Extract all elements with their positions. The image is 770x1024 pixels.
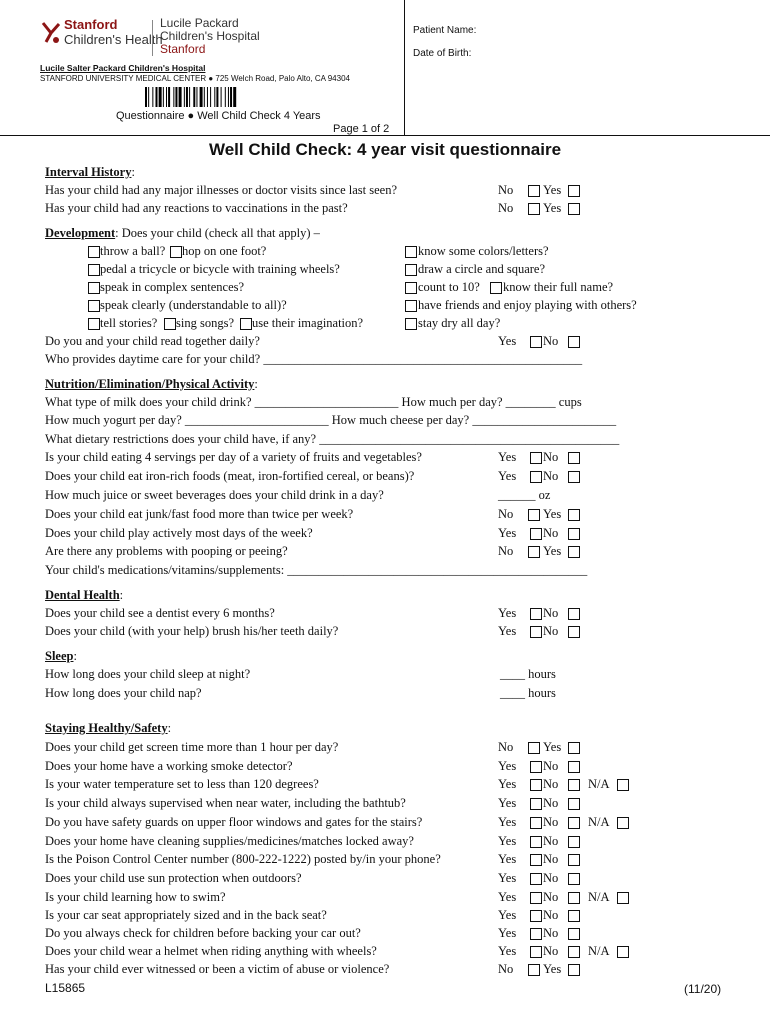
- dev-friends-label: have friends and enjoy playing with others?: [418, 298, 637, 312]
- juice-oz-field: ______ oz: [498, 488, 551, 502]
- dev-friends-checkbox[interactable]: [405, 300, 417, 312]
- interval-heading-wrap: Interval History:: [45, 165, 135, 179]
- barcode-bar: [230, 87, 232, 107]
- patient-name-label: Patient Name:: [413, 25, 477, 36]
- dev-dry-checkbox[interactable]: [405, 318, 417, 330]
- fruits-no-label: No: [543, 450, 559, 464]
- barcode-bar: [214, 87, 215, 107]
- q-swim: Is your child learning how to swim?: [45, 890, 226, 904]
- guards-yes-label: Yes: [498, 815, 517, 829]
- barcode-bar: [168, 87, 170, 107]
- barcode-bar: [193, 87, 195, 107]
- q-screen: Does your child get screen time more than 1 hour per day?: [45, 740, 339, 754]
- junk-food-yes-label: Yes: [543, 507, 562, 521]
- backing-no-checkbox[interactable]: [568, 928, 580, 940]
- dob-label: Date of Birth:: [413, 48, 472, 59]
- dev-colors-label: know some colors/letters?: [418, 244, 549, 258]
- helmet-no-checkbox[interactable]: [568, 946, 580, 958]
- form-code: L15865: [45, 981, 86, 995]
- barcode-bar: [179, 87, 182, 107]
- q-guards: Do you have safety guards on upper floor windows and gates for the stairs?: [45, 815, 423, 829]
- dev-songs-checkbox[interactable]: [164, 318, 176, 330]
- cleaning-yes-checkbox[interactable]: [530, 836, 542, 848]
- abuse-yes-checkbox[interactable]: [568, 964, 580, 976]
- q-diet: What dietary restrictions does your child have, if any? ________________________________________________: [45, 432, 620, 446]
- dev-colors-checkbox[interactable]: [405, 246, 417, 258]
- brush-no-checkbox[interactable]: [568, 626, 580, 638]
- brush-yes-label: Yes: [498, 624, 517, 638]
- q-fruits: Is your child eating 4 servings per day of a variety of fruits and vegetables?: [45, 450, 422, 464]
- carseat-no-checkbox[interactable]: [568, 910, 580, 922]
- q-read-together: Do you and your child read together daily?: [45, 334, 260, 348]
- q-pooping: Are there any problems with pooping or peeing?: [45, 544, 288, 558]
- dev-hop-label: hop on one foot?: [182, 244, 267, 258]
- barcode-bar: [204, 87, 205, 107]
- backing-no-label: No: [543, 926, 559, 940]
- water-temp-no-checkbox[interactable]: [568, 779, 580, 791]
- backing-yes-checkbox[interactable]: [530, 928, 542, 940]
- abuse-no-label: No: [498, 962, 514, 976]
- dev-dry-label: stay dry all day?: [418, 316, 501, 330]
- illnesses-yes-checkbox[interactable]: [568, 185, 580, 197]
- barcode-bar: [152, 87, 153, 107]
- vaccine-reactions-no-label: No: [498, 201, 514, 215]
- dentist-no-checkbox[interactable]: [568, 608, 580, 620]
- fruits-yes-checkbox[interactable]: [530, 452, 542, 464]
- carseat-yes-checkbox[interactable]: [530, 910, 542, 922]
- barcode-bar: [216, 87, 218, 107]
- barcode-bar: [189, 87, 190, 107]
- development-heading-wrap: Development: Does your child (check all that apply) –: [45, 226, 320, 240]
- q-nap: How long does your child nap?: [45, 686, 202, 700]
- q-yogurt-cheese: How much yogurt per day? _______________________ How much cheese per day? _______________________: [45, 413, 617, 427]
- dev-draw-label: draw a circle and square?: [418, 262, 546, 276]
- helmet-yes-label: Yes: [498, 944, 517, 958]
- hospital-name: Lucile Salter Packard Children's Hospital: [40, 63, 206, 73]
- barcode-bar: [163, 87, 164, 107]
- dev-ball-label: throw a ball?: [100, 244, 166, 258]
- supervised-yes-checkbox[interactable]: [530, 798, 542, 810]
- supervised-no-label: No: [543, 796, 559, 810]
- q-poison: Is the Poison Control Center number (800-222-1222) posted by/in your phone?: [45, 852, 441, 866]
- q-iron: Does your child eat iron-rich foods (meat, iron-fortified cereal, or beans)?: [45, 469, 415, 483]
- q-helmet: Does your child wear a helmet when riding anything with wheels?: [45, 944, 377, 958]
- dentist-yes-checkbox[interactable]: [530, 608, 542, 620]
- q-sleep-night: How long does your child sleep at night?: [45, 667, 251, 681]
- q-junk-food: Does your child eat junk/fast food more than twice per week?: [45, 507, 354, 521]
- active-yes-label: Yes: [498, 526, 517, 540]
- pooping-no-checkbox[interactable]: [528, 546, 540, 558]
- cleaning-no-label: No: [543, 834, 559, 848]
- dev-pedal-label: pedal a tricycle or bicycle with training wheels?: [100, 262, 340, 276]
- revision-date: (11/20): [684, 982, 722, 996]
- cleaning-yes-label: Yes: [498, 834, 517, 848]
- barcode-bar: [221, 87, 222, 107]
- carseat-no-label: No: [543, 908, 559, 922]
- smoke-yes-checkbox[interactable]: [530, 761, 542, 773]
- q-smoke: Does your home have a working smoke detector?: [45, 759, 293, 773]
- iron-no-checkbox[interactable]: [568, 471, 580, 483]
- smoke-no-label: No: [543, 759, 559, 773]
- barcode-bar: [156, 87, 158, 107]
- sun-yes-label: Yes: [498, 871, 517, 885]
- helmet-yes-checkbox[interactable]: [530, 946, 542, 958]
- pooping-no-label: No: [498, 544, 514, 558]
- q-daytime-care: Who provides daytime care for your child? ___________________________________________________: [45, 352, 583, 366]
- safety-heading-wrap: Staying Healthy/Safety:: [45, 721, 172, 735]
- dev-stories-label: tell stories?: [100, 316, 158, 330]
- dev-count-checkbox[interactable]: [405, 282, 417, 294]
- smoke-no-checkbox[interactable]: [568, 761, 580, 773]
- swim-yes-label: Yes: [498, 890, 517, 904]
- page-title: Well Child Check: 4 year visit questionnaire: [208, 140, 562, 159]
- stanford-childrens-logo: [40, 20, 62, 51]
- barcode-bar: [210, 87, 211, 107]
- dev-hop-checkbox[interactable]: [170, 246, 182, 258]
- brush-no-label: No: [543, 624, 559, 638]
- sleep-night-hours: ____ hours: [500, 667, 556, 681]
- dev-fullname-checkbox[interactable]: [490, 282, 502, 294]
- illnesses-yes-label: Yes: [543, 183, 562, 197]
- dev-stories-checkbox[interactable]: [88, 318, 100, 330]
- poison-no-checkbox[interactable]: [568, 854, 580, 866]
- active-no-checkbox[interactable]: [568, 528, 580, 540]
- q-illnesses: Has your child had any major illnesses or doctor visits since last seen?: [45, 183, 398, 197]
- brush-yes-checkbox[interactable]: [530, 626, 542, 638]
- illnesses-no-label: No: [498, 183, 514, 197]
- active-no-label: No: [543, 526, 559, 540]
- sun-no-checkbox[interactable]: [568, 873, 580, 885]
- sun-yes-checkbox[interactable]: [530, 873, 542, 885]
- logo-lpch-line3: Stanford: [160, 42, 206, 56]
- water-temp-na-checkbox[interactable]: [617, 779, 629, 791]
- barcode-bar: [207, 87, 208, 107]
- q-water-temp: Is your water temperature set to less than 120 degrees?: [45, 777, 319, 791]
- development-intro: Does your child (check all that apply) –: [121, 226, 320, 240]
- water-temp-yes-checkbox[interactable]: [530, 779, 542, 791]
- dev-ball-checkbox[interactable]: [88, 246, 100, 258]
- dentist-yes-label: Yes: [498, 606, 517, 620]
- pooping-yes-label: Yes: [543, 544, 562, 558]
- barcode-bar: [159, 87, 162, 107]
- q-juice: How much juice or sweet beverages does your child drink in a day?: [45, 488, 384, 502]
- dev-draw-checkbox[interactable]: [405, 264, 417, 276]
- fruits-no-checkbox[interactable]: [568, 452, 580, 464]
- barcode-bar: [148, 87, 149, 107]
- barcode-bar: [145, 87, 147, 107]
- read-together-yes-label: Yes: [498, 334, 517, 348]
- iron-no-label: No: [543, 469, 559, 483]
- nap-hours: ____ hours: [500, 686, 556, 700]
- swim-yes-checkbox[interactable]: [530, 892, 542, 904]
- abuse-yes-label: Yes: [543, 962, 562, 976]
- abuse-no-checkbox[interactable]: [528, 964, 540, 976]
- barcode-bar: [186, 87, 188, 107]
- screen-yes-checkbox[interactable]: [568, 742, 580, 754]
- q-supervised: Is your child always supervised when near water, including the bathtub?: [45, 796, 406, 810]
- logo-lpch-line2: Children's Hospital: [160, 29, 260, 43]
- dev-sentences-checkbox[interactable]: [88, 282, 100, 294]
- hospital-address: STANFORD UNIVERSITY MEDICAL CENTER ● 725 Welch Road, Palo Alto, CA 94304: [40, 74, 350, 83]
- dev-count-label: count to 10?: [418, 280, 480, 294]
- dentist-no-label: No: [543, 606, 559, 620]
- dev-imagination-checkbox[interactable]: [240, 318, 252, 330]
- barcode-bar: [200, 87, 203, 107]
- dental-heading: Dental Health: [45, 588, 120, 602]
- fruits-yes-label: Yes: [498, 450, 517, 464]
- read-together-no-checkbox[interactable]: [568, 336, 580, 348]
- active-yes-checkbox[interactable]: [530, 528, 542, 540]
- iron-yes-checkbox[interactable]: [530, 471, 542, 483]
- screen-yes-label: Yes: [543, 740, 562, 754]
- barcode-bar: [225, 87, 226, 107]
- q-vaccine-reactions: Has your child had any reactions to vaccinations in the past?: [45, 201, 348, 215]
- barcode-bar: [233, 87, 236, 107]
- dev-clearly-label: speak clearly (understandable to all)?: [100, 298, 287, 312]
- q-carseat: Is your car seat appropriately sized and in the back seat?: [45, 908, 327, 922]
- iron-yes-label: Yes: [498, 469, 517, 483]
- poison-yes-label: Yes: [498, 852, 517, 866]
- illnesses-no-checkbox[interactable]: [528, 185, 540, 197]
- dev-fullname-label: know their full name?: [503, 280, 614, 294]
- form-label: Questionnaire ● Well Child Check 4 Years: [116, 110, 321, 122]
- water-temp-no-label: No: [543, 777, 559, 791]
- screen-no-label: No: [498, 740, 514, 754]
- junk-food-yes-checkbox[interactable]: [568, 509, 580, 521]
- read-together-no-label: No: [543, 334, 559, 348]
- logo-lpch-line1: Lucile Packard: [160, 16, 239, 30]
- q-abuse: Has your child ever witnessed or been a victim of abuse or violence?: [45, 962, 390, 976]
- guards-yes-checkbox[interactable]: [530, 817, 542, 829]
- header-divider: [404, 0, 405, 135]
- carseat-yes-label: Yes: [498, 908, 517, 922]
- helmet-na-checkbox[interactable]: [617, 946, 629, 958]
- q-brush: Does your child (with your help) brush his/her teeth daily?: [45, 624, 339, 638]
- q-cleaning: Does your home have cleaning supplies/medicines/matches locked away?: [45, 834, 414, 848]
- stanford-tree-icon: [40, 20, 62, 46]
- logo-childrens-health-text: Children's Health: [64, 32, 163, 47]
- helmet-no-label: No: [543, 944, 559, 958]
- swim-no-label: No: [543, 890, 559, 904]
- helmet-na-label: N/A: [588, 944, 610, 958]
- q-dentist: Does your child see a dentist every 6 months?: [45, 606, 275, 620]
- barcode-bar: [228, 87, 229, 107]
- dev-songs-label: sing songs?: [176, 316, 234, 330]
- nutrition-heading-wrap: Nutrition/Elimination/Physical Activity:: [45, 377, 258, 391]
- barcode: [145, 87, 295, 112]
- vaccine-reactions-no-checkbox[interactable]: [528, 203, 540, 215]
- supervised-yes-label: Yes: [498, 796, 517, 810]
- guards-no-checkbox[interactable]: [568, 817, 580, 829]
- q-medications: Your child's medications/vitamins/supplements: ________________________________________________: [45, 563, 588, 577]
- q-backing: Do you always check for children before backing your car out?: [45, 926, 361, 940]
- sleep-heading: Sleep: [45, 649, 74, 663]
- guards-na-checkbox[interactable]: [617, 817, 629, 829]
- barcode-bar: [166, 87, 167, 107]
- logo-divider: [152, 20, 153, 56]
- dental-heading-wrap: Dental Health:: [45, 588, 124, 602]
- header-bottom-rule: [0, 135, 770, 136]
- barcode-bar: [184, 87, 185, 107]
- logo-stanford-text: Stanford: [64, 17, 118, 32]
- cleaning-no-checkbox[interactable]: [568, 836, 580, 848]
- water-temp-yes-label: Yes: [498, 777, 517, 791]
- vaccine-reactions-yes-label: Yes: [543, 201, 562, 215]
- q-sun: Does your child use sun protection when outdoors?: [45, 871, 302, 885]
- supervised-no-checkbox[interactable]: [568, 798, 580, 810]
- smoke-yes-label: Yes: [498, 759, 517, 773]
- page-number: Page 1 of 2: [333, 123, 390, 135]
- barcode-bar: [196, 87, 197, 107]
- q-milk: What type of milk does your child drink? _______________________ How much per day? ________ cups: [45, 395, 582, 409]
- dev-sentences-label: speak in complex sentences?: [100, 280, 245, 294]
- poison-no-label: No: [543, 852, 559, 866]
- read-together-yes-checkbox[interactable]: [530, 336, 542, 348]
- pooping-yes-checkbox[interactable]: [568, 546, 580, 558]
- safety-heading: Staying Healthy/Safety: [45, 721, 168, 735]
- water-temp-na-label: N/A: [588, 777, 610, 791]
- swim-na-checkbox[interactable]: [617, 892, 629, 904]
- backing-yes-label: Yes: [498, 926, 517, 940]
- screen-no-checkbox[interactable]: [528, 742, 540, 754]
- development-heading: Development: [45, 226, 116, 240]
- swim-no-checkbox[interactable]: [568, 892, 580, 904]
- swim-na-label: N/A: [588, 890, 610, 904]
- sleep-heading-wrap: Sleep:: [45, 649, 77, 663]
- barcode-bar: [173, 87, 174, 107]
- nutrition-heading: Nutrition/Elimination/Physical Activity: [45, 377, 255, 391]
- dev-pedal-checkbox[interactable]: [88, 264, 100, 276]
- dev-imagination-label: use their imagination?: [252, 316, 364, 330]
- vaccine-reactions-yes-checkbox[interactable]: [568, 203, 580, 215]
- guards-na-label: N/A: [588, 815, 610, 829]
- interval-heading: Interval History: [45, 165, 132, 179]
- guards-no-label: No: [543, 815, 559, 829]
- junk-food-no-label: No: [498, 507, 514, 521]
- q-active: Does your child play actively most days of the week?: [45, 526, 313, 540]
- poison-yes-checkbox[interactable]: [530, 854, 542, 866]
- dev-clearly-checkbox[interactable]: [88, 300, 100, 312]
- sun-no-label: No: [543, 871, 559, 885]
- barcode-bar: [175, 87, 177, 107]
- junk-food-no-checkbox[interactable]: [528, 509, 540, 521]
